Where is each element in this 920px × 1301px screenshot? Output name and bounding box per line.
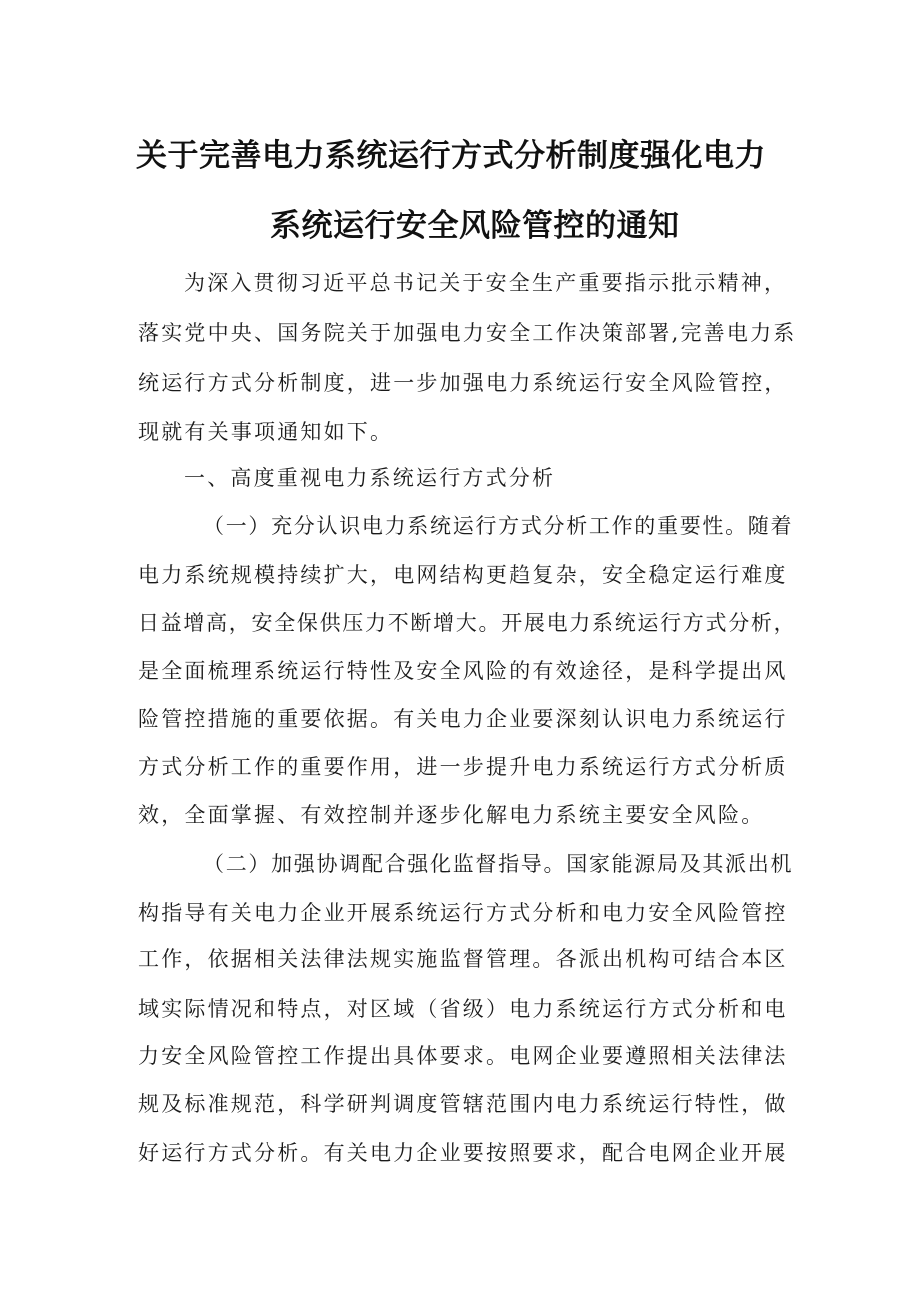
body-text-line: 现就有关事项通知如下。	[138, 420, 394, 444]
body-text-line: 好运行方式分析。有关电力企业要按照要求，配合电网企业开展	[138, 1141, 788, 1165]
body-text-line: 工作，依据相关法律法规实施监督管理。各派出机构可结合本区	[138, 947, 788, 971]
body-text-line: 为深入贯彻习近平总书记关于安全生产重要指示批示精神，	[184, 271, 788, 295]
body-text-line: 电力系统规模持续扩大，电网结构更趋复杂，安全稳定运行难度	[138, 563, 788, 587]
document-title-line-1: 关于完善电力系统运行方式分析制度强化电力	[136, 138, 766, 174]
body-text-line: 统运行方式分析制度，进一步加强电力系统运行安全风险管控，	[138, 371, 788, 395]
body-text-line: 域实际情况和特点，对区域（省级）电力系统运行方式分析和电	[138, 997, 788, 1021]
document-title-line-2: 系统运行安全风险管控的通知	[270, 208, 680, 244]
body-text-line: 方式分析工作的重要作用，进一步提升电力系统运行方式分析质	[138, 755, 788, 779]
body-text-line: （二）加强协调配合强化监督指导。国家能源局及其派出机	[203, 852, 794, 876]
body-text-line: 构指导有关电力企业开展系统运行方式分析和电力安全风险管控	[138, 901, 788, 925]
body-text-line: （一）充分认识电力系统运行方式分析工作的重要性。随着	[203, 514, 794, 538]
body-text-line: 力安全风险管控工作提出具体要求。电网企业要遵照相关法律法	[138, 1044, 788, 1068]
body-text-line: 险管控措施的重要依据。有关电力企业要深刻认识电力系统运行	[138, 707, 788, 731]
body-text-line: 日益增高，安全保供压力不断增大。开展电力系统运行方式分析，	[138, 611, 797, 635]
body-text-line: 落实党中央、国务院关于加强电力安全工作决策部署,完善电力系	[138, 321, 797, 345]
section-heading: 一、高度重视电力系统运行方式分析	[184, 466, 556, 490]
body-text-line: 规及标准规范，科学研判调度管辖范围内电力系统运行特性，做	[138, 1092, 788, 1116]
body-text-line: 效，全面掌握、有效控制并逐步化解电力系统主要安全风险。	[138, 803, 765, 827]
body-text-line: 是全面梳理系统运行特性及安全风险的有效途径，是科学提出风	[138, 659, 788, 683]
